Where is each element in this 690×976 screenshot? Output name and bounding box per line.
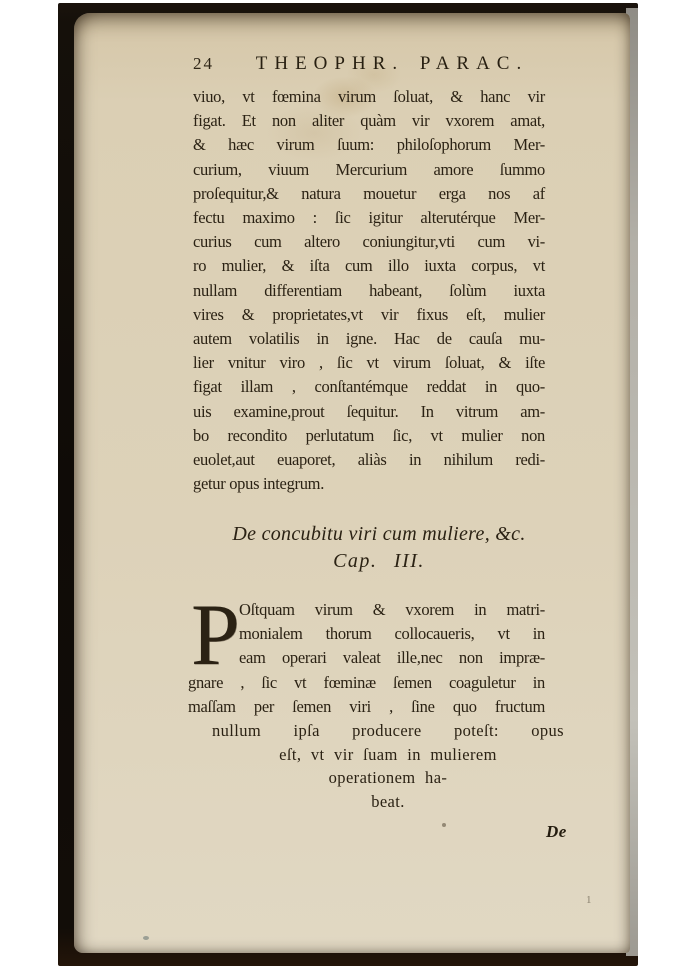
catchword: De <box>546 822 567 841</box>
paper-speck <box>143 936 149 940</box>
ink-speck <box>442 823 446 827</box>
text-line: operationem ha- <box>328 768 448 788</box>
margin-mark: 1 <box>586 894 592 906</box>
text-line: gnare , ſic vt fœminæ ſemen coaguletur in <box>188 672 545 692</box>
chapter-heading <box>193 521 555 575</box>
text-line: euolet,aut euaporet, aliàs in nihilum redi- <box>193 450 545 470</box>
running-title: THEOPHR. PARAC. <box>255 53 529 74</box>
text-line: vires & proprietates,vt vir fixus eſt, mulier <box>193 304 545 324</box>
text-line: monialem thorum collocaueris, vt in <box>239 624 545 644</box>
paragraph-2 <box>188 587 564 813</box>
text-line: fectu maximo : ſic igitur alterutérque Mer- <box>193 208 545 228</box>
text-line: viuo, vt fœmina virum ſoluat, & hanc vir <box>193 87 545 106</box>
text-line: nullum ipſa producere poteſt: opus <box>212 721 564 741</box>
paragraph-2-tail-lines <box>212 719 564 813</box>
drop-cap-initial: P <box>191 587 240 684</box>
text-line: curium, viuum Mercurium amore ſummo <box>193 159 545 179</box>
text-line: autem volatilis in igne. Hac de cauſa mu- <box>193 329 545 349</box>
text-line: beat. <box>371 791 405 811</box>
text-line: eam operari valeat ille,nec non impræ- <box>239 648 545 668</box>
text-line: maſſam per ſemen viri , ſine quo fructum <box>188 696 545 716</box>
text-line: bo recondito perlutatum ſic, vt mulier non <box>193 425 545 445</box>
text-line: uis examine,prout ſequitur. In vitrum am- <box>193 401 545 421</box>
text-line: lier vnitur viro , ſic vt virum ſoluat, & iſte <box>193 353 545 373</box>
text-line: eſt, vt vir ſuam in mulierem <box>279 744 497 764</box>
text-line: figat illam , conſtantémque reddat in quo- <box>193 377 545 397</box>
text-line: getur opus integrum. <box>193 474 325 494</box>
book-page <box>74 13 630 953</box>
text-line: figat. Et non aliter quàm vir vxorem amat, <box>193 111 545 131</box>
chapter-title: De concubitu viri cum muliere, &c. <box>232 523 526 545</box>
page-header <box>193 53 545 75</box>
text-line: curius cum altero coniungitur,vti cum vi- <box>193 232 545 252</box>
text-line: ro mulier, & iſta cum illo iuxta corpus, vt <box>193 256 545 276</box>
text-line: proſequitur,& natura mouetur erga nos af <box>193 183 545 203</box>
text-line: Oſtquam virum & vxorem in matri- <box>239 600 545 619</box>
chapter-number: Cap. III. <box>333 550 425 572</box>
page-number: 24 <box>193 54 214 73</box>
paragraph-1 <box>193 85 545 496</box>
text-line: & hæc virum ſuum: philoſophorum Mer- <box>193 135 545 155</box>
text-line: nullam differentiam habeant, ſolùm iuxta <box>193 280 545 300</box>
paragraph-2-full-lines <box>188 671 545 719</box>
